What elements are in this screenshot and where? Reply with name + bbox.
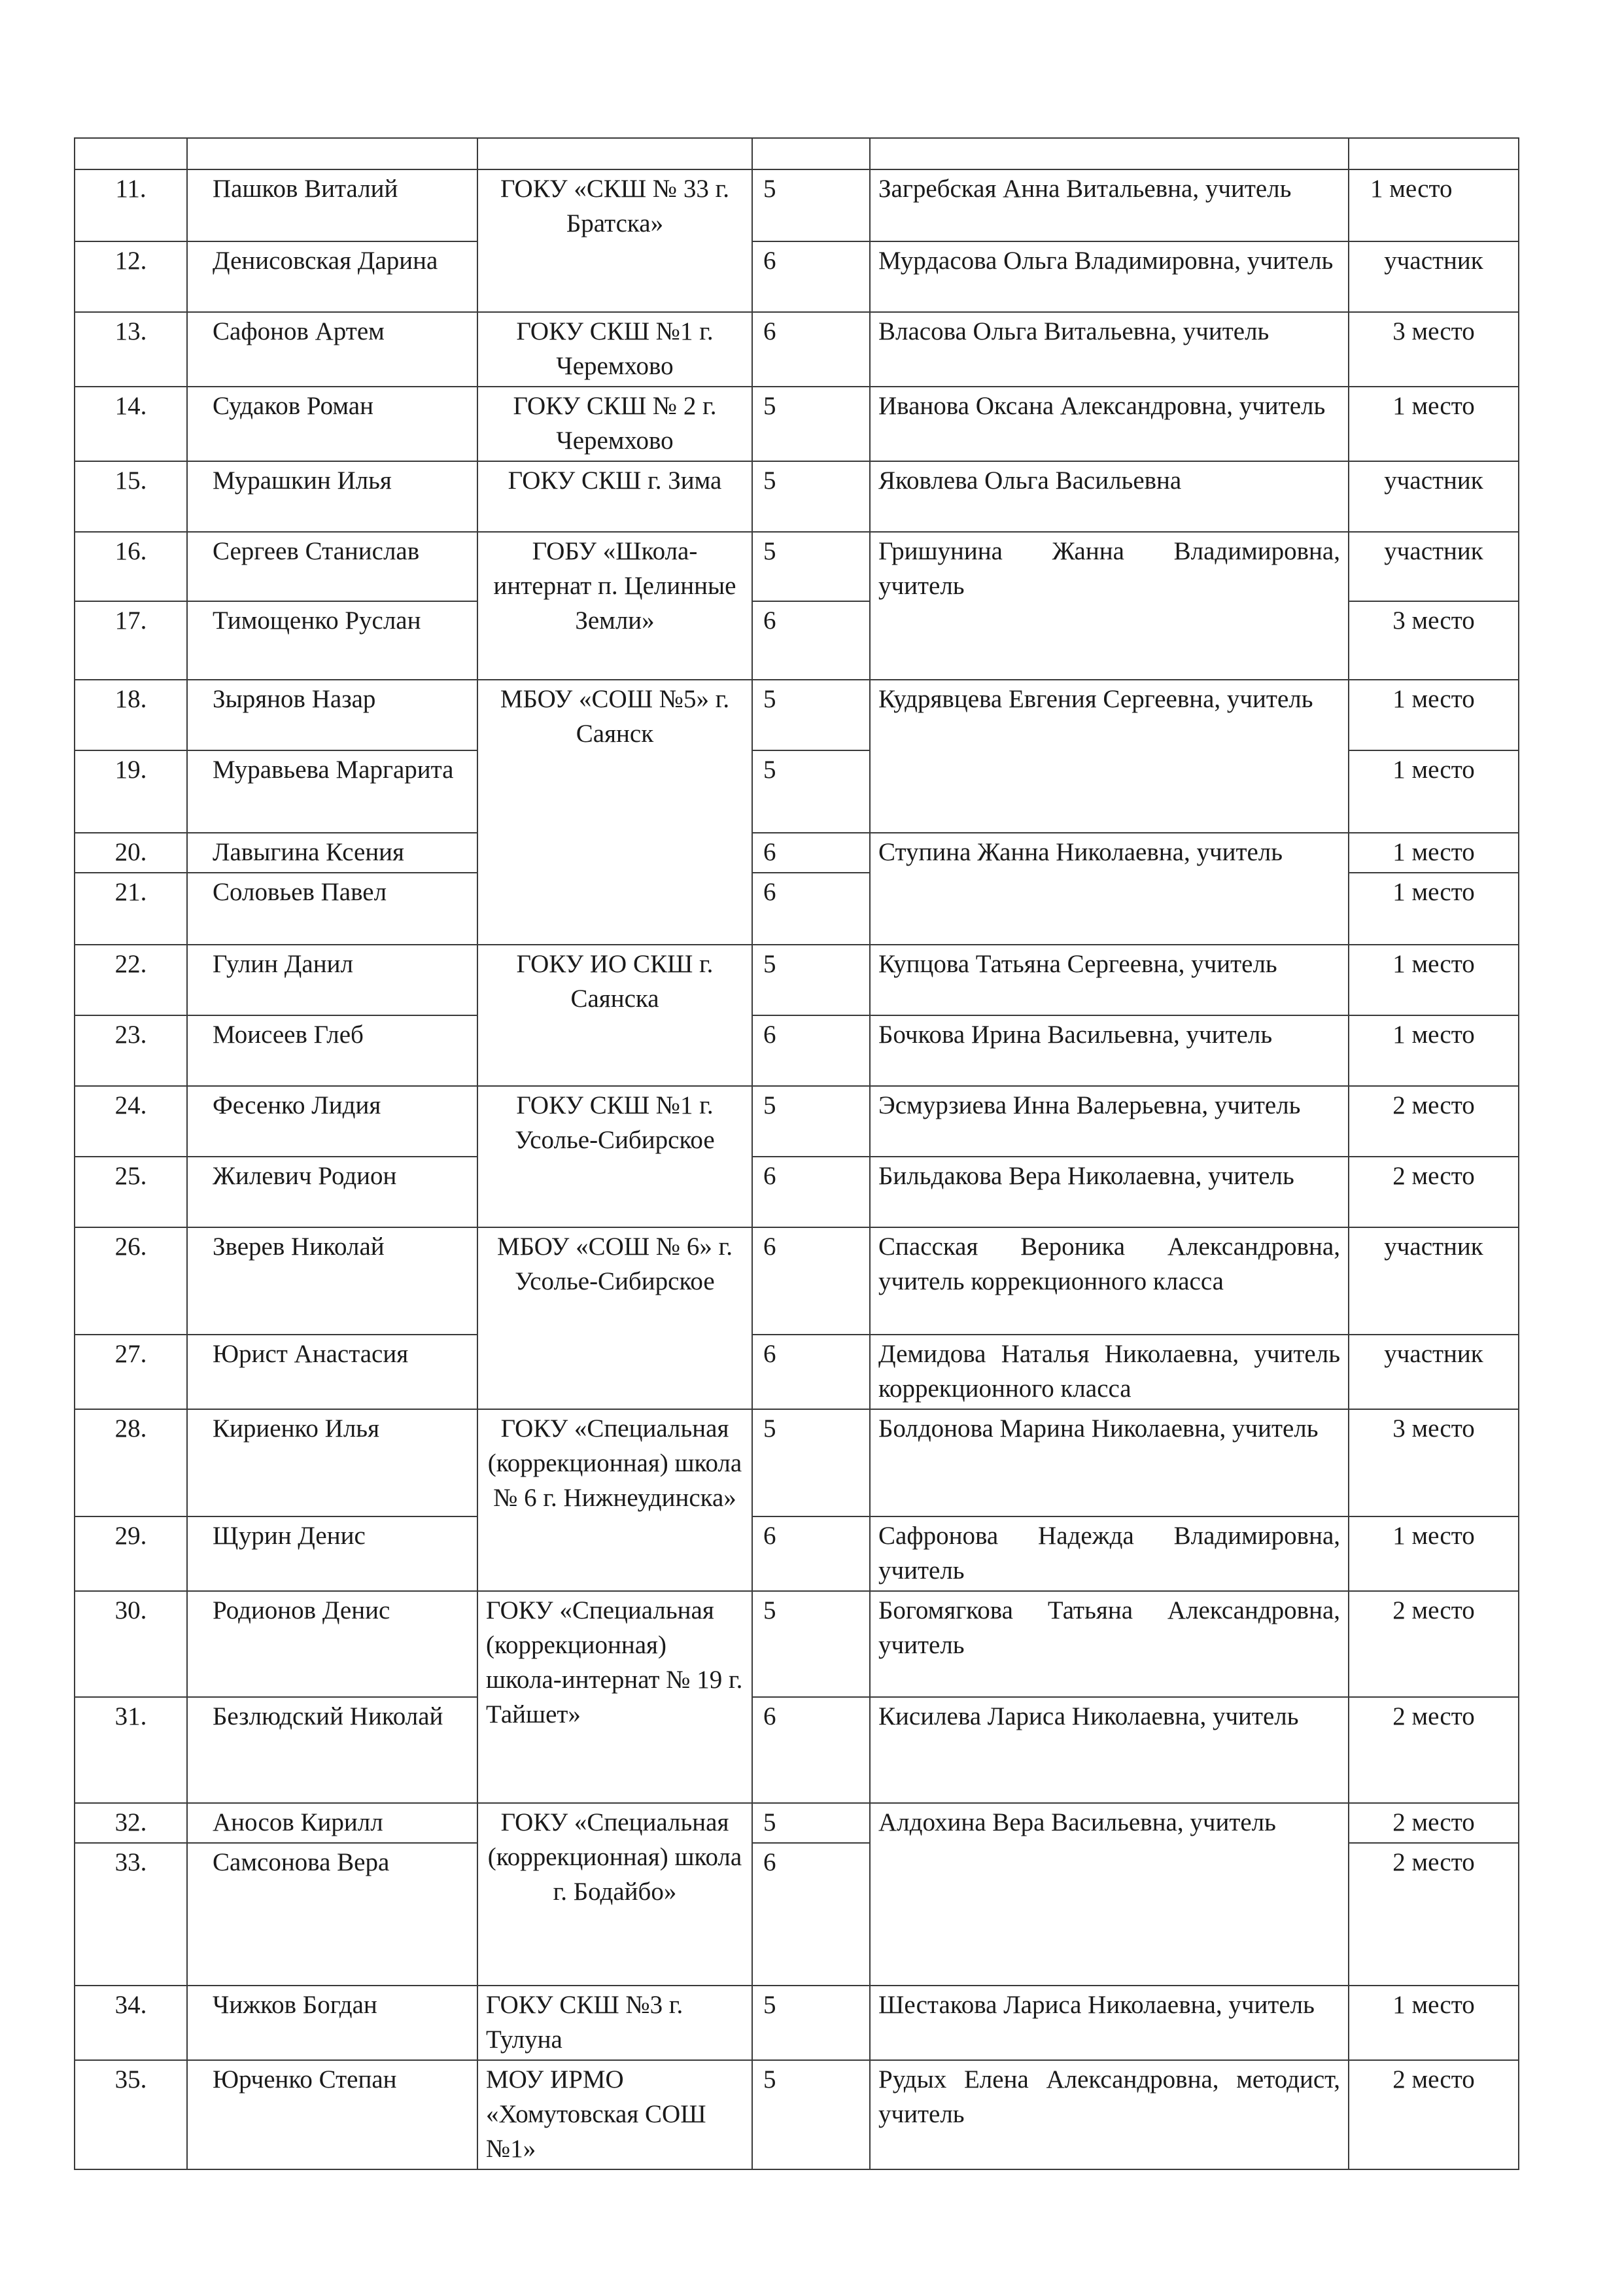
class-cell: 5 bbox=[752, 1086, 870, 1157]
school-cell: ГОКУ «Специальная (коррекционная) школа № 6 г. Нижнеудинска» bbox=[477, 1409, 752, 1591]
row-number: 15. bbox=[75, 461, 187, 532]
school-cell: МБОУ «СОШ №5» г. Саянск bbox=[477, 680, 752, 945]
table-row bbox=[75, 1015, 1519, 1086]
table-row bbox=[75, 532, 1519, 601]
result-cell: 2 место bbox=[1349, 1697, 1519, 1803]
table-row bbox=[75, 312, 1519, 387]
class-cell: 5 bbox=[752, 169, 870, 241]
class-cell: 6 bbox=[752, 241, 870, 312]
teacher-cell: Яковлева Ольга Васильевна bbox=[870, 461, 1349, 532]
result-cell: 2 место bbox=[1349, 2060, 1519, 2169]
class-cell: 5 bbox=[752, 532, 870, 601]
result-cell: участник bbox=[1349, 1227, 1519, 1335]
school-cell: ГОКУ СКШ №3 г. Тулуна bbox=[477, 1986, 752, 2060]
class-cell: 6 bbox=[752, 1157, 870, 1227]
teacher-cell: Алдохина Вера Васильевна, учитель bbox=[870, 1803, 1349, 1986]
teacher-cell: Рудых Елена Александровна, методист, учитель bbox=[870, 2060, 1349, 2169]
table-row bbox=[75, 2060, 1519, 2169]
result-cell: 1 место bbox=[1349, 169, 1519, 241]
teacher-cell: Бочкова Ирина Васильевна, учитель bbox=[870, 1015, 1349, 1086]
row-number: 19. bbox=[75, 750, 187, 833]
class-cell: 5 bbox=[752, 750, 870, 833]
participant-name: Моисеев Глеб bbox=[187, 1015, 477, 1086]
result-cell: 1 место bbox=[1349, 1986, 1519, 2060]
result-cell: 1 место bbox=[1349, 873, 1519, 945]
result-cell: 2 место bbox=[1349, 1086, 1519, 1157]
table-row bbox=[75, 1516, 1519, 1591]
school-cell: ГОКУ «Специальная (коррекционная) школа г. Бодайбо» bbox=[477, 1803, 752, 1986]
class-cell: 6 bbox=[752, 1227, 870, 1335]
result-cell: 2 место bbox=[1349, 1157, 1519, 1227]
class-cell: 6 bbox=[752, 833, 870, 873]
row-number: 14. bbox=[75, 387, 187, 461]
school-cell: МБОУ «СОШ № 6» г. Усолье-Сибирское bbox=[477, 1227, 752, 1409]
participant-name: Мурашкин Илья bbox=[187, 461, 477, 532]
teacher-cell: Богомягкова Татьяна Александровна, учитель bbox=[870, 1591, 1349, 1697]
school-cell: ГОБУ «Школа-интернат п. Целинные Земли» bbox=[477, 532, 752, 680]
result-cell: участник bbox=[1349, 241, 1519, 312]
class-cell: 6 bbox=[752, 1335, 870, 1409]
class-cell: 5 bbox=[752, 2060, 870, 2169]
row-number: 28. bbox=[75, 1409, 187, 1516]
result-cell: 1 место bbox=[1349, 750, 1519, 833]
row-number: 12. bbox=[75, 241, 187, 312]
result-cell: 3 место bbox=[1349, 1409, 1519, 1516]
participant-name: Зверев Николай bbox=[187, 1227, 477, 1335]
class-cell: 6 bbox=[752, 873, 870, 945]
row-number: 18. bbox=[75, 680, 187, 750]
result-cell: 1 место bbox=[1349, 945, 1519, 1015]
teacher-cell: Демидова Наталья Николаевна, учитель коррекционного класса bbox=[870, 1335, 1349, 1409]
table-row bbox=[75, 945, 1519, 1015]
class-cell: 5 bbox=[752, 1409, 870, 1516]
result-cell: 1 место bbox=[1349, 387, 1519, 461]
participant-name: Гулин Данил bbox=[187, 945, 477, 1015]
teacher-cell: Сафронова Надежда Владимировна, учитель bbox=[870, 1516, 1349, 1591]
school-cell: ГОКУ «СКШ № 33 г. Братска» bbox=[477, 169, 752, 312]
class-cell: 5 bbox=[752, 1986, 870, 2060]
table-row bbox=[75, 1697, 1519, 1803]
class-cell: 5 bbox=[752, 680, 870, 750]
participant-name: Чижков Богдан bbox=[187, 1986, 477, 2060]
row-number: 24. bbox=[75, 1086, 187, 1157]
teacher-cell: Загребская Анна Витальевна, учитель bbox=[870, 169, 1349, 241]
row-number: 31. bbox=[75, 1697, 187, 1803]
teacher-cell: Бильдакова Вера Николаевна, учитель bbox=[870, 1157, 1349, 1227]
result-cell: участник bbox=[1349, 461, 1519, 532]
participant-name: Самсонова Вера bbox=[187, 1843, 477, 1986]
teacher-cell: Власова Ольга Витальевна, учитель bbox=[870, 312, 1349, 387]
class-cell: 5 bbox=[752, 945, 870, 1015]
header-row bbox=[75, 138, 1519, 169]
class-cell: 6 bbox=[752, 1015, 870, 1086]
table-row bbox=[75, 461, 1519, 532]
teacher-cell: Спасская Вероника Александровна, учитель коррекционного класса bbox=[870, 1227, 1349, 1335]
class-cell: 6 bbox=[752, 312, 870, 387]
teacher-cell: Эсмурзиева Инна Валерьевна, учитель bbox=[870, 1086, 1349, 1157]
participant-name: Тимощенко Руслан bbox=[187, 601, 477, 680]
table-row bbox=[75, 1409, 1519, 1516]
participant-name: Юрченко Степан bbox=[187, 2060, 477, 2169]
result-cell: 1 место bbox=[1349, 1015, 1519, 1086]
row-number: 13. bbox=[75, 312, 187, 387]
teacher-cell: Иванова Оксана Александровна, учитель bbox=[870, 387, 1349, 461]
class-cell: 5 bbox=[752, 461, 870, 532]
teacher-cell: Кудрявцева Евгения Сергеевна, учитель bbox=[870, 680, 1349, 833]
table-row bbox=[75, 169, 1519, 241]
participant-name: Сергеев Станислав bbox=[187, 532, 477, 601]
row-number: 33. bbox=[75, 1843, 187, 1986]
table-row bbox=[75, 1086, 1519, 1157]
table-row bbox=[75, 1157, 1519, 1227]
row-number: 20. bbox=[75, 833, 187, 873]
result-cell: участник bbox=[1349, 1335, 1519, 1409]
row-number: 17. bbox=[75, 601, 187, 680]
participant-name: Щурин Денис bbox=[187, 1516, 477, 1591]
row-number: 30. bbox=[75, 1591, 187, 1697]
results-table bbox=[74, 137, 1519, 2170]
participant-name: Фесенко Лидия bbox=[187, 1086, 477, 1157]
participant-name: Лавыгина Ксения bbox=[187, 833, 477, 873]
table-row bbox=[75, 1227, 1519, 1335]
row-number: 34. bbox=[75, 1986, 187, 2060]
teacher-cell: Гришунина Жанна Владимировна, учитель bbox=[870, 532, 1349, 680]
row-number: 21. bbox=[75, 873, 187, 945]
table-row bbox=[75, 1803, 1519, 1843]
school-cell: МОУ ИРМО «Хомутовская СОШ №1» bbox=[477, 2060, 752, 2169]
participant-name: Судаков Роман bbox=[187, 387, 477, 461]
result-cell: 3 место bbox=[1349, 601, 1519, 680]
participant-name: Юрист Анастасия bbox=[187, 1335, 477, 1409]
row-number: 25. bbox=[75, 1157, 187, 1227]
row-number: 11. bbox=[75, 169, 187, 241]
participant-name: Муравьева Маргарита bbox=[187, 750, 477, 833]
row-number: 22. bbox=[75, 945, 187, 1015]
participant-name: Жилевич Родион bbox=[187, 1157, 477, 1227]
row-number: 26. bbox=[75, 1227, 187, 1335]
row-number: 29. bbox=[75, 1516, 187, 1591]
table-row bbox=[75, 241, 1519, 312]
participant-name: Аносов Кирилл bbox=[187, 1803, 477, 1843]
school-cell: ГОКУ СКШ г. Зима bbox=[477, 461, 752, 532]
participant-name: Родионов Денис bbox=[187, 1591, 477, 1697]
class-cell: 6 bbox=[752, 1516, 870, 1591]
result-cell: 2 место bbox=[1349, 1591, 1519, 1697]
participant-name: Соловьев Павел bbox=[187, 873, 477, 945]
class-cell: 5 bbox=[752, 1803, 870, 1843]
school-cell: ГОКУ «Специальная (коррекционная) школа-интернат № 19 г. Тайшет» bbox=[477, 1591, 752, 1803]
teacher-cell: Болдонова Марина Николаевна, учитель bbox=[870, 1409, 1349, 1516]
participant-name: Денисовская Дарина bbox=[187, 241, 477, 312]
table-row bbox=[75, 1591, 1519, 1697]
result-cell: 2 место bbox=[1349, 1803, 1519, 1843]
table-row bbox=[75, 833, 1519, 873]
class-cell: 5 bbox=[752, 387, 870, 461]
school-cell: ГОКУ СКШ №1 г. Черемхово bbox=[477, 312, 752, 387]
school-cell: ГОКУ СКШ № 2 г. Черемхово bbox=[477, 387, 752, 461]
class-cell: 6 bbox=[752, 601, 870, 680]
teacher-cell: Купцова Татьяна Сергеевна, учитель bbox=[870, 945, 1349, 1015]
teacher-cell: Шестакова Лариса Николаевна, учитель bbox=[870, 1986, 1349, 2060]
result-cell: 2 место bbox=[1349, 1843, 1519, 1986]
participant-name: Пашков Виталий bbox=[187, 169, 477, 241]
table-row bbox=[75, 387, 1519, 461]
class-cell: 5 bbox=[752, 1591, 870, 1697]
result-cell: 1 место bbox=[1349, 680, 1519, 750]
result-cell: 1 место bbox=[1349, 833, 1519, 873]
school-cell: ГОКУ СКШ №1 г. Усолье-Сибирское bbox=[477, 1086, 752, 1227]
result-cell: 1 место bbox=[1349, 1516, 1519, 1591]
row-number: 27. bbox=[75, 1335, 187, 1409]
result-cell: участник bbox=[1349, 532, 1519, 601]
teacher-cell: Кисилева Лариса Николаевна, учитель bbox=[870, 1697, 1349, 1803]
table-row bbox=[75, 1986, 1519, 2060]
teacher-cell: Мурдасова Ольга Владимировна, учитель bbox=[870, 241, 1349, 312]
participant-name: Безлюдский Николай bbox=[187, 1697, 477, 1803]
participant-name: Сафонов Артем bbox=[187, 312, 477, 387]
table-row bbox=[75, 1335, 1519, 1409]
class-cell: 6 bbox=[752, 1843, 870, 1986]
row-number: 23. bbox=[75, 1015, 187, 1086]
school-cell: ГОКУ ИО СКШ г. Саянска bbox=[477, 945, 752, 1086]
participant-name: Кириенко Илья bbox=[187, 1409, 477, 1516]
result-cell: 3 место bbox=[1349, 312, 1519, 387]
row-number: 35. bbox=[75, 2060, 187, 2169]
row-number: 16. bbox=[75, 532, 187, 601]
teacher-cell: Ступина Жанна Николаевна, учитель bbox=[870, 833, 1349, 945]
class-cell: 6 bbox=[752, 1697, 870, 1803]
table-row bbox=[75, 680, 1519, 750]
row-number: 32. bbox=[75, 1803, 187, 1843]
participant-name: Зырянов Назар bbox=[187, 680, 477, 750]
